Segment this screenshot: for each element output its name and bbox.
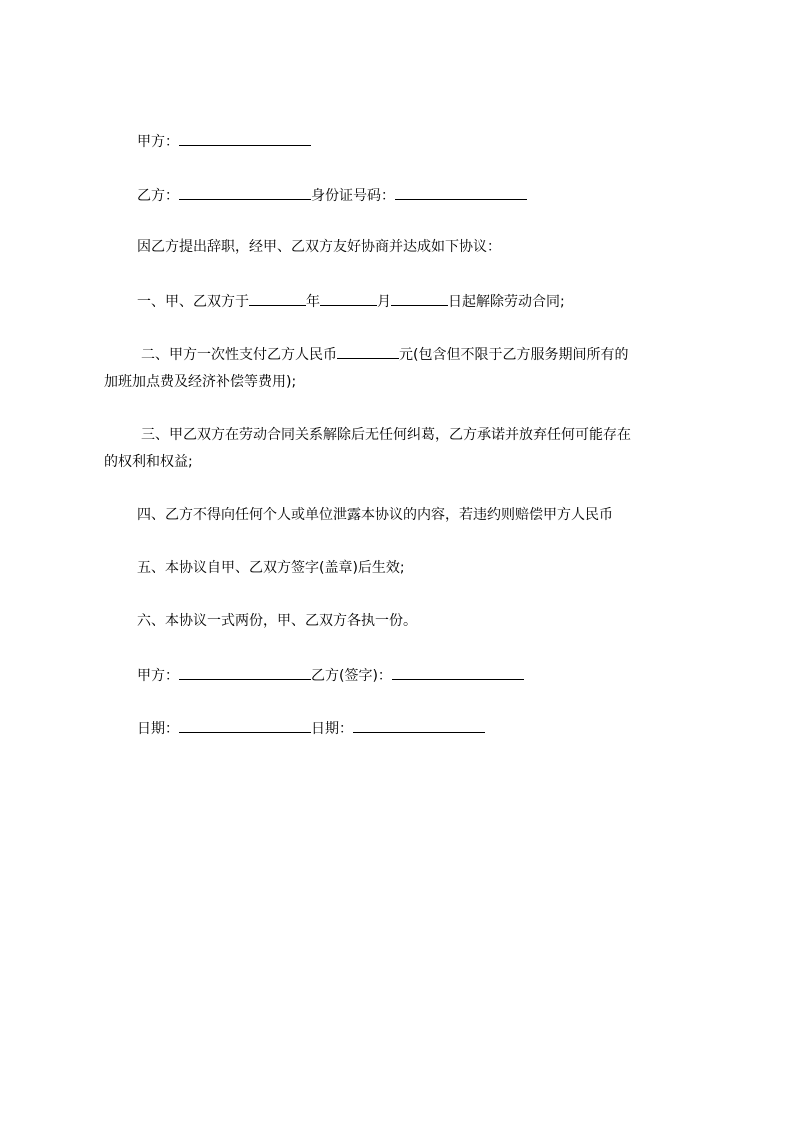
month-label: 月 bbox=[377, 294, 391, 310]
clause-5: 五、本协议自甲、乙双方签字(盖章)后生效; bbox=[137, 560, 405, 576]
clause-2 bbox=[141, 344, 628, 365]
day-blank[interactable] bbox=[391, 291, 448, 306]
amount-blank[interactable] bbox=[337, 344, 399, 359]
clause-1 bbox=[137, 291, 565, 312]
clause-4: 四、乙方不得向任何个人或单位泄露本协议的内容，若违约则赔偿甲方人民币 bbox=[137, 507, 613, 523]
sign-party-a-label: 甲方： bbox=[137, 668, 179, 684]
party-a-line bbox=[137, 131, 311, 152]
clause-2-prefix: 二、甲方一次性支付乙方人民币 bbox=[141, 347, 337, 363]
year-blank[interactable] bbox=[249, 291, 306, 306]
sign-party-b-blank[interactable] bbox=[392, 665, 524, 680]
month-blank[interactable] bbox=[320, 291, 377, 306]
party-a-blank[interactable] bbox=[179, 131, 311, 146]
party-b-line bbox=[137, 185, 527, 206]
date-b-blank[interactable] bbox=[353, 718, 485, 733]
clause-2-suffix: 元(包含但不限于乙方服务期间所有的 bbox=[399, 347, 629, 363]
intro-paragraph: 因乙方提出辞职，经甲、乙双方友好协商并达成如下协议： bbox=[137, 239, 501, 255]
clause-1-prefix: 一、甲、乙双方于 bbox=[137, 294, 249, 310]
id-number-label: 身份证号码： bbox=[311, 188, 395, 204]
sign-party-b-label: 乙方(签字)： bbox=[311, 668, 392, 684]
party-a-label: 甲方： bbox=[137, 134, 179, 150]
party-b-label: 乙方： bbox=[137, 188, 179, 204]
signature-line bbox=[137, 665, 524, 686]
date-line bbox=[137, 718, 485, 739]
date-a-label: 日期： bbox=[137, 721, 179, 737]
clause-3-line-2: 的权利和权益; bbox=[104, 454, 193, 470]
party-b-blank[interactable] bbox=[179, 185, 311, 200]
date-b-label: 日期： bbox=[311, 721, 353, 737]
clause-6: 六、本协议一式两份，甲、乙双方各执一份。 bbox=[137, 613, 417, 629]
clause-2-continuation: 加班加点费及经济补偿等费用); bbox=[104, 374, 297, 390]
clause-1-suffix: 日起解除劳动合同; bbox=[448, 294, 565, 310]
date-a-blank[interactable] bbox=[179, 718, 311, 733]
clause-3-line-1: 三、甲乙双方在劳动合同关系解除后无任何纠葛，乙方承诺并放弃任何可能存在 bbox=[141, 427, 631, 443]
id-number-blank[interactable] bbox=[395, 185, 527, 200]
year-label: 年 bbox=[306, 294, 320, 310]
sign-party-a-blank[interactable] bbox=[179, 665, 311, 680]
